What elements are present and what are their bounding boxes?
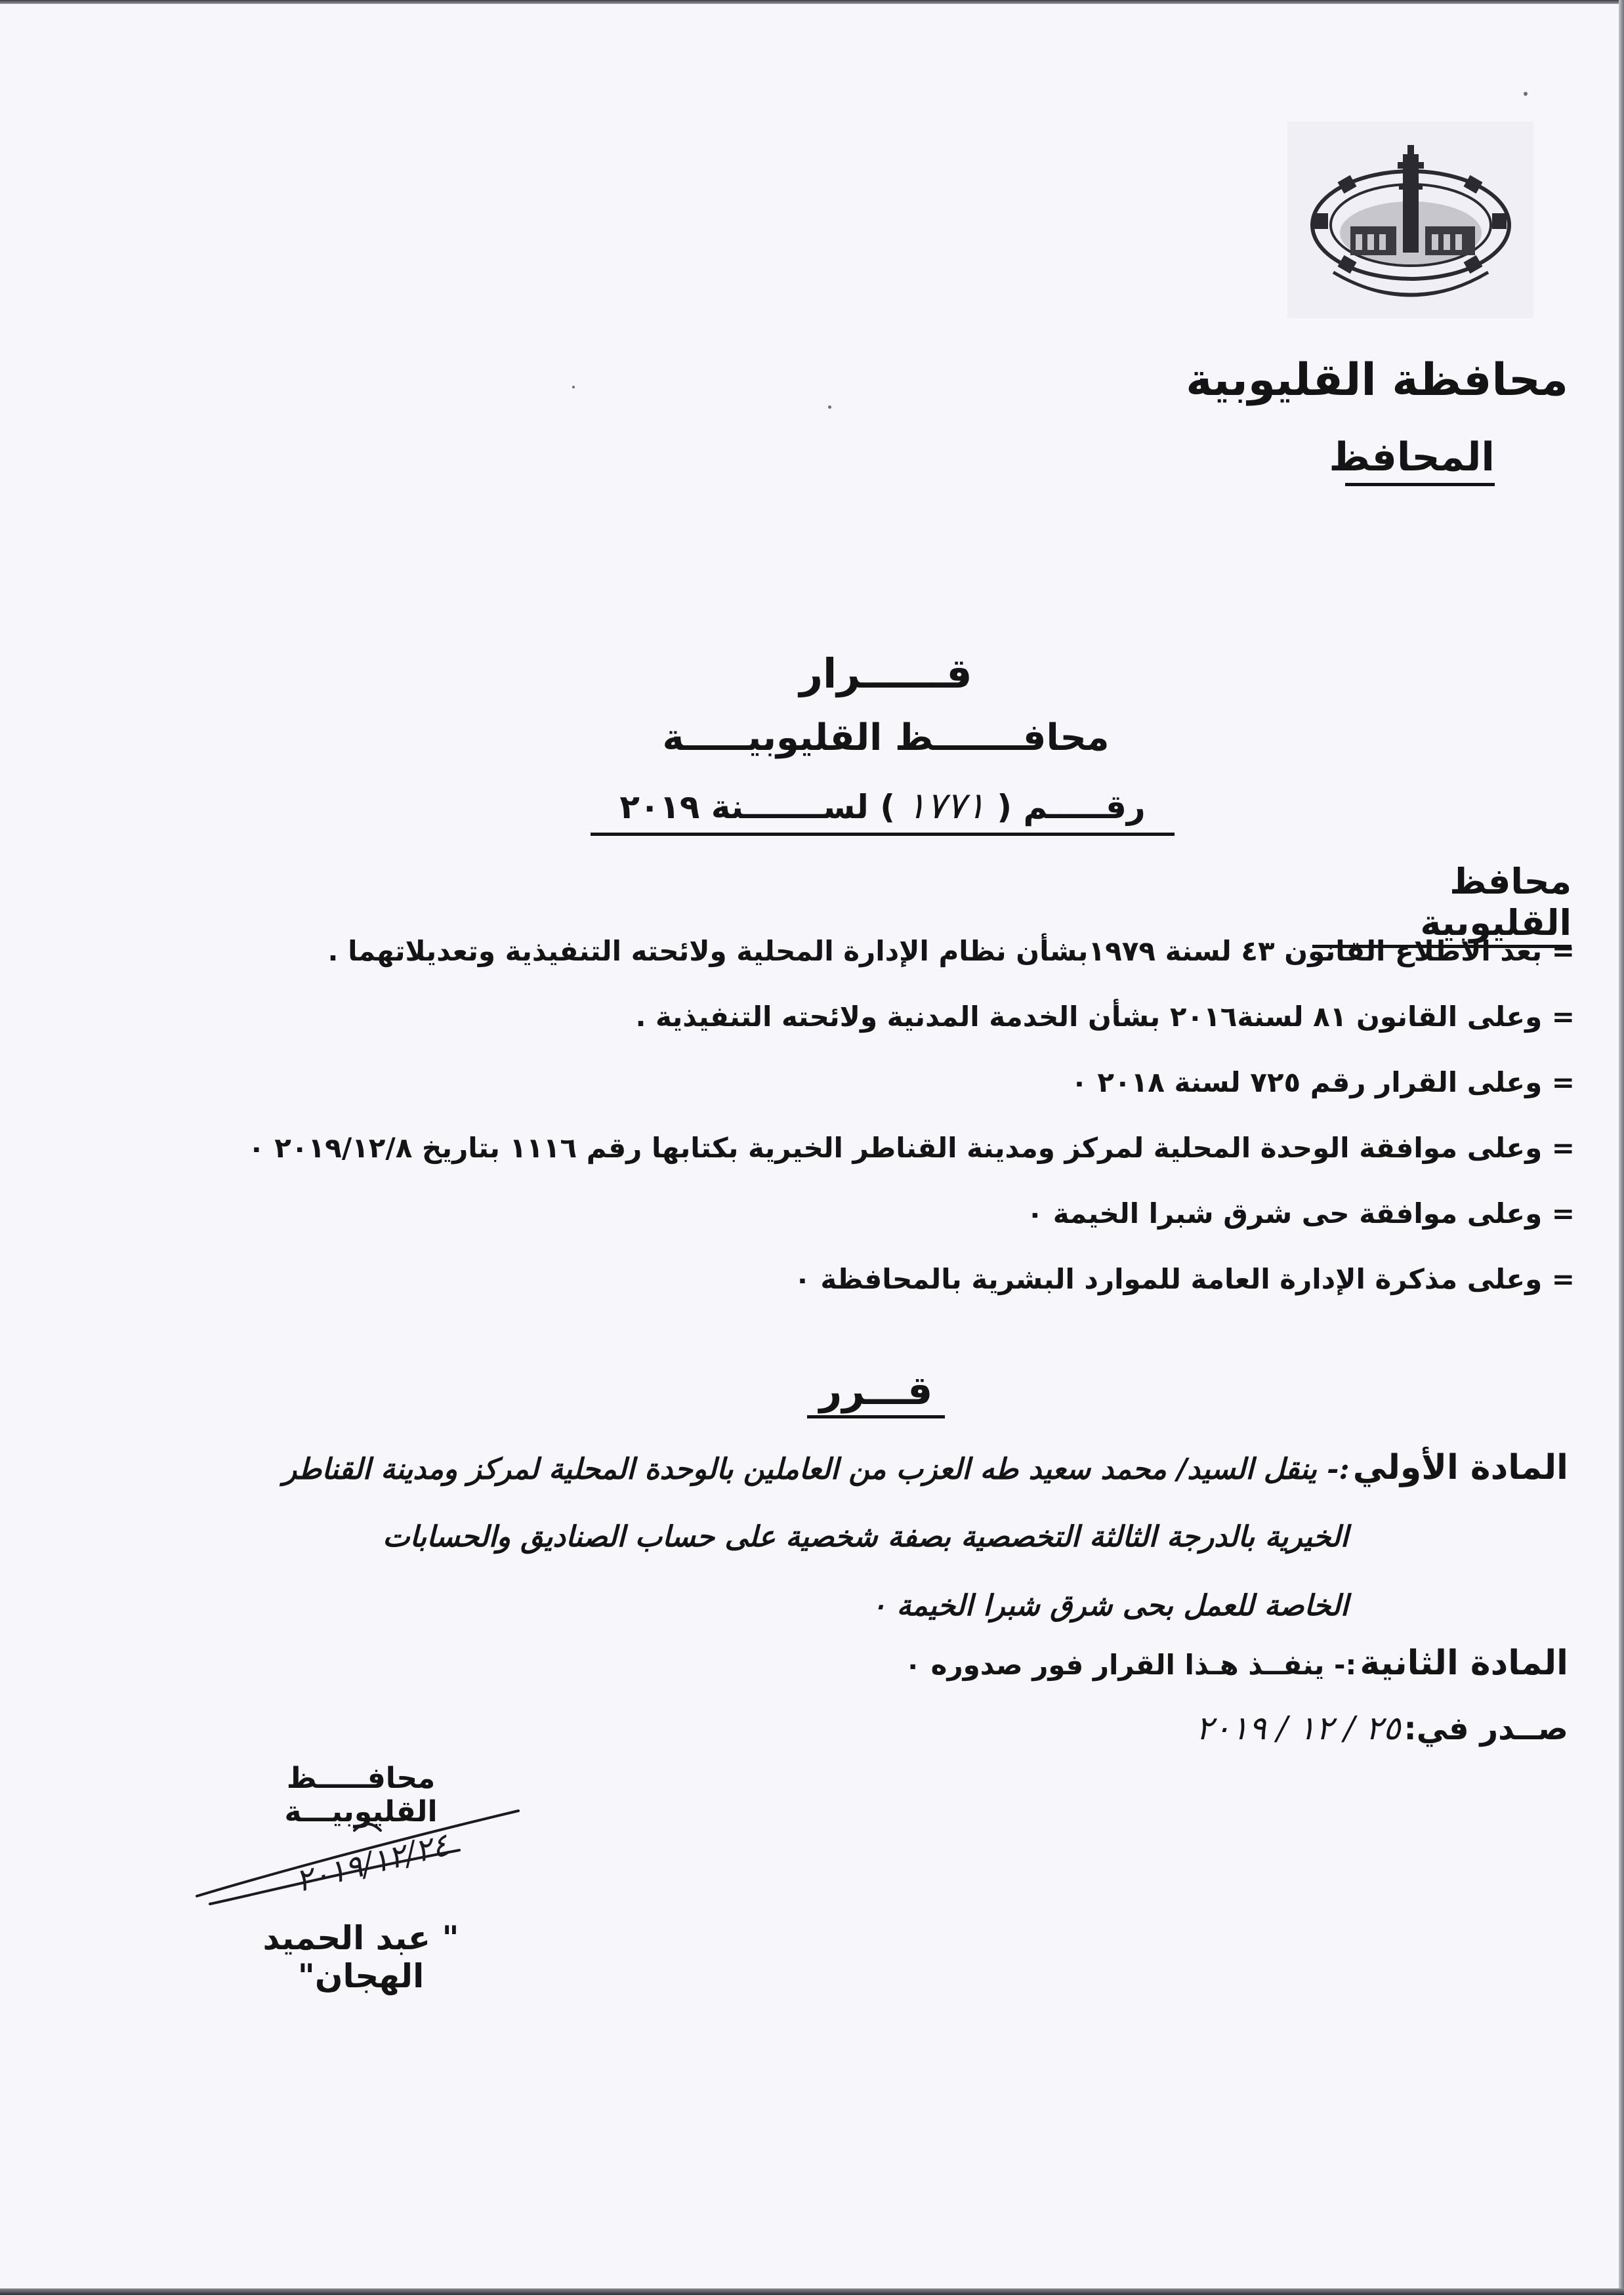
governorate-name: محافظة القليوبية: [1186, 354, 1568, 406]
signatory-title: محافـــــظ القليوبيـــة: [284, 1762, 438, 1829]
preamble-heading: محافظ القليوبية: [1312, 861, 1572, 948]
signatory-name: " عبد الحميد الهجان": [262, 1919, 459, 1995]
consideration-item: = وعلى موافقة الوحدة المحلية لمركز ومدينة القناطر الخيرية بكتابها رقم ١١١٦ بتاريخ ٢٠١٩/١٢/٨ ٠: [248, 1132, 1575, 1164]
article-one-label: المادة الأولي: [1352, 1448, 1568, 1487]
article-one-line: الخاصة للعمل بحى شرق شبرا الخيمة ٠: [871, 1589, 1348, 1623]
issuance-line: [1043, 1709, 1568, 1747]
scan-speck: [828, 405, 831, 409]
scan-speck: [1524, 92, 1528, 96]
governorate-emblem-icon: [1287, 121, 1533, 318]
consideration-item: = بعد الاطلاع القانون ٤٣ لسنة ١٩٧٩بشأن نظام الإدارة المحلية ولائحته التنفيذية وتعديلاتهما .: [327, 935, 1575, 967]
scan-edge-right: [1619, 0, 1624, 2295]
resolution-heading: قـــرر: [807, 1368, 945, 1418]
decree-issuer: محافـــــــظ القليوبيـــــة: [662, 716, 1110, 759]
issuance-date: ٢٥ / ١٢ / ٢٠١٩: [1196, 1709, 1401, 1747]
article-two-text: :- ينفــذ هـذا القرار فور صدوره ٠: [904, 1649, 1357, 1681]
decree-number-suffix: ) لســـــــنة ٢٠١٩: [619, 788, 896, 826]
article-one-line: الخيرية بالدرجة الثالثة التخصصية بصفة شخصية على حساب الصناديق والحسابات: [383, 1520, 1348, 1554]
signature-date: ٢٠١٩/١٢/٢٤: [291, 1826, 453, 1900]
office-title: المحافظ: [1345, 434, 1495, 486]
decree-number-handwritten: ١٧٧١: [906, 785, 986, 827]
consideration-item: = وعلى مذكرة الإدارة العامة للموارد البشرية بالمحافظة ٠: [794, 1263, 1575, 1295]
consideration-item: = وعلى القانون ٨١ لسنة٢٠١٦ بشأن الخدمة المدنية ولائحته التنفيذية .: [635, 1001, 1575, 1033]
article-one-text: :- ينقل السيد/ محمد سعيد طه العزب من العاملين بالوحدة المحلية لمركز ومدينة القناطر: [282, 1453, 1350, 1486]
decree-number-prefix: رقـــــم (: [997, 788, 1146, 826]
consideration-item: = وعلى القرار رقم ٧٢٥ لسنة ٢٠١٨ ٠: [1071, 1066, 1575, 1098]
article-two-label: المادة الثانية: [1360, 1644, 1568, 1683]
article-two: [190, 1644, 1568, 1683]
article-one-line: [190, 1434, 1568, 1502]
handwritten-signature: [184, 1798, 538, 1916]
issuance-label: صــدر في:: [1404, 1710, 1568, 1747]
scan-edge-bottom: [0, 2288, 1624, 2295]
scan-edge-top: [0, 0, 1624, 4]
article-one: [190, 1434, 1568, 1640]
consideration-item: = وعلى موافقة حى شرق شبرا الخيمة ٠: [1026, 1197, 1575, 1230]
decree-number: [591, 785, 1175, 836]
scan-speck: [572, 386, 575, 388]
considerations-list: [248, 919, 1575, 1312]
decree-title: قــــــرار: [799, 650, 972, 697]
